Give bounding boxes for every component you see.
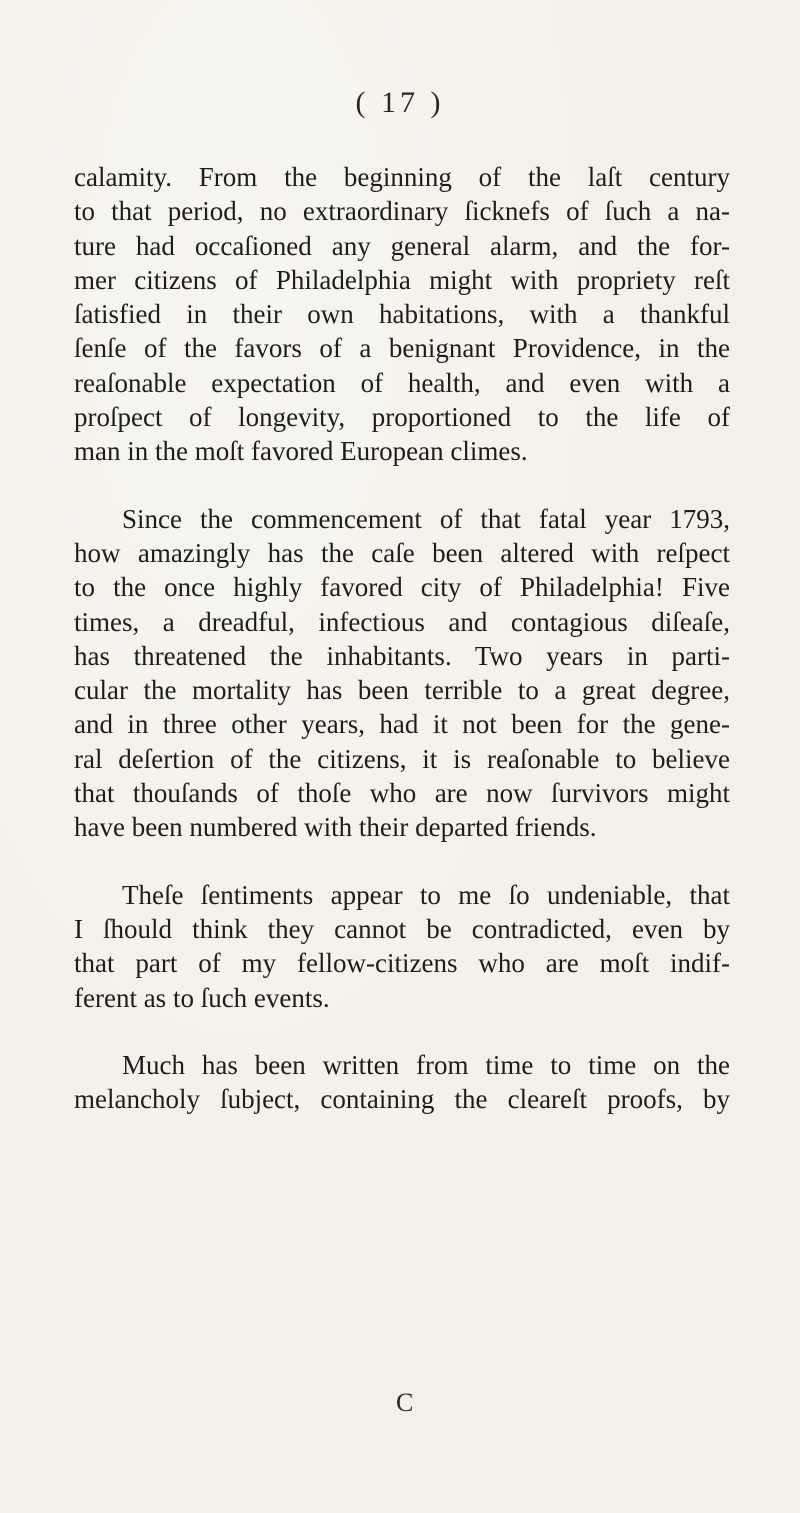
text-line: ſenſe of the favors of a benignant Providence, in the xyxy=(74,333,730,364)
text-line: ferent as to ſuch events. xyxy=(74,982,330,1013)
text-line: calamity. From the beginning of the laſt century xyxy=(74,162,730,192)
text-line: that thouſands of thoſe who are now ſurvivors might xyxy=(74,778,730,809)
text-line: man in the moſt favored European climes. xyxy=(74,436,528,467)
text-line: to that period, no extraordinary ſicknefs of ſuch a na- xyxy=(74,196,730,227)
text-line: reaſonable expectation of health, and even with a xyxy=(74,367,730,398)
text-line: Since the commencement of that fatal year 1793, xyxy=(122,503,730,534)
text-line: have been numbered with their departed friends. xyxy=(74,812,597,843)
text-line: and in three other years, had it not been for the gene- xyxy=(74,709,730,740)
text-line: to the once highly favored city of Philadelphia! Five xyxy=(74,572,730,603)
page-body xyxy=(74,160,730,1116)
paragraph-gap xyxy=(74,1015,730,1048)
text-line: times, a dreadful, infectious and contagious diſeaſe, xyxy=(74,606,730,637)
text-line: melancholy ſubject, containing the cleareſt proofs, by xyxy=(74,1084,730,1115)
text-line: I ſhould think they cannot be contradicted, even by xyxy=(74,913,730,944)
paragraph-gap xyxy=(74,469,730,502)
text-line: ture had occaſioned any general alarm, and the for- xyxy=(74,230,730,261)
text-line: Theſe ſentiments appear to me ſo undeniable, that xyxy=(122,879,730,910)
text-line: mer citizens of Philadelphia might with propriety reſt xyxy=(74,264,730,295)
page-number-header: ( 17 ) xyxy=(355,86,445,119)
text-line: ſatisfied in their own habitations, with a thankful xyxy=(74,299,730,330)
text-line: that part of my fellow-citizens who are moſt indif- xyxy=(74,948,730,979)
text-line: ral deſertion of the citizens, it is reaſonable to believe xyxy=(74,743,730,774)
text-line: Much has been written from time to time on the xyxy=(122,1049,730,1080)
text-line: cular the mortality has been terrible to a great degree, xyxy=(74,675,730,706)
paragraph-gap xyxy=(74,845,730,878)
text-line: proſpect of longevity, proportioned to the life of xyxy=(74,402,730,433)
text-line: how amazingly has the caſe been altered with reſpect xyxy=(74,537,730,568)
catchword-signature: C xyxy=(396,1388,414,1417)
text-line: has threatened the inhabitants. Two years in parti- xyxy=(74,640,730,671)
